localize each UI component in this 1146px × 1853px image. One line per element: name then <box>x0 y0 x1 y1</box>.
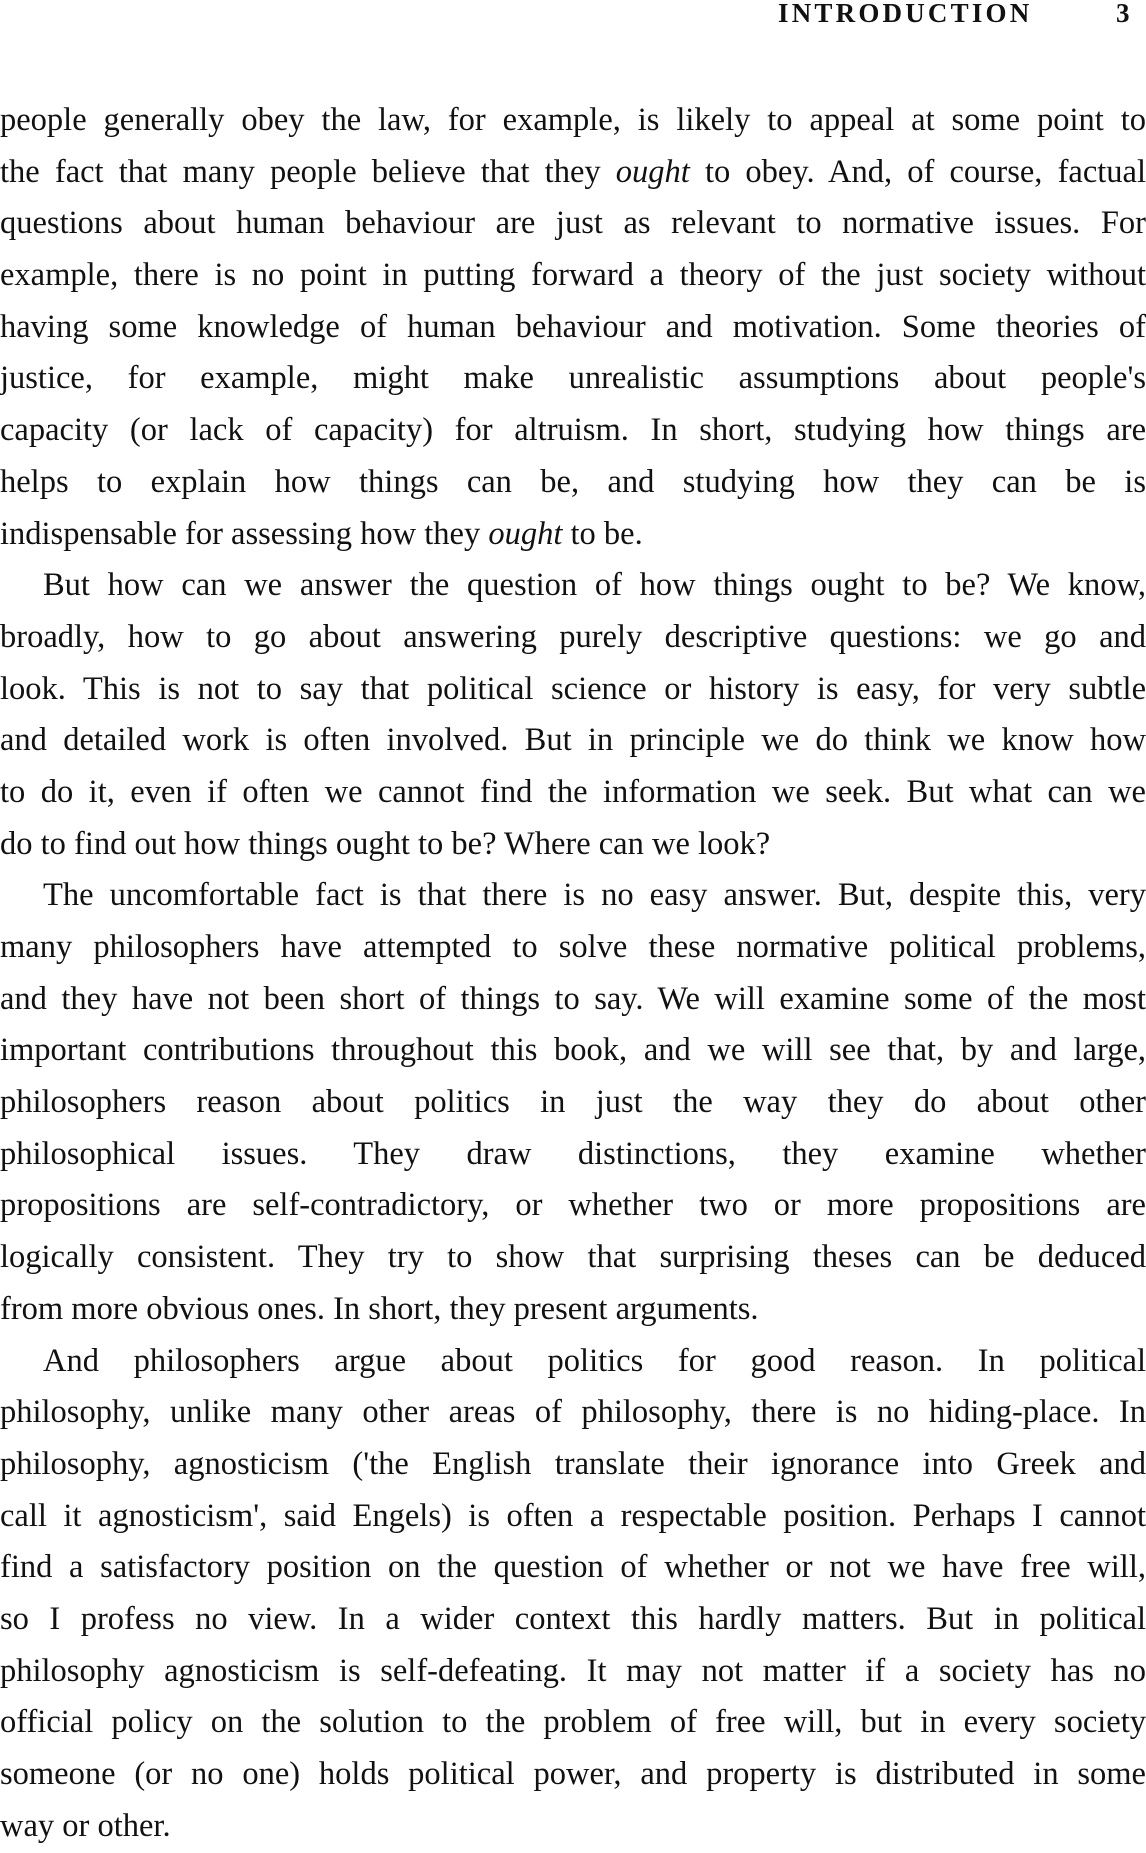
text-line: helps to explain how things can be, and studying how they can be is <box>0 463 1146 500</box>
text-line: questions about human behaviour are just as relevant to normative issues. For <box>0 205 1146 242</box>
paragraph <box>0 560 1146 870</box>
text-line: And philosophers argue about politics for good reason. In political <box>43 1342 1146 1379</box>
text-line: from more obvious ones. In short, they present arguments. <box>0 1290 759 1327</box>
text-line: do to find out how things ought to be? Where can we look? <box>0 825 771 862</box>
text-line: capacity (or lack of capacity) for altruism. In short, studying how things are <box>0 412 1146 449</box>
text-line: and they have not been short of things to say. We will examine some of the most <box>0 980 1146 1017</box>
text-line: call it agnosticism', said Engels) is often a respectable position. Perhaps I cannot <box>0 1497 1146 1534</box>
running-head <box>0 0 1146 40</box>
text-line: philosophical issues. They draw distinctions, they examine whether <box>0 1135 1146 1172</box>
paragraph <box>0 95 1146 560</box>
text-line: so I profess no view. In a wider context this hardly matters. But in political <box>0 1600 1146 1637</box>
emphasis: ought <box>488 515 563 552</box>
text-line: philosophers reason about politics in just the way they do about other <box>0 1084 1146 1121</box>
text-line: broadly, how to go about answering purely descriptive questions: we go and <box>0 618 1146 655</box>
text-line: example, there is no point in putting forward a theory of the just society without <box>0 257 1146 294</box>
body-text <box>0 95 1146 1852</box>
text-line: to do it, even if often we cannot find the information we seek. But what can we <box>0 773 1146 810</box>
text-line: But how can we answer the question of how things ought to be? We know, <box>43 567 1146 604</box>
text-line: look. This is not to say that political science or history is easy, for very subtle <box>0 670 1146 707</box>
text-line: someone (or no one) holds political power, and property is distributed in some <box>0 1756 1146 1792</box>
text-line: important contributions throughout this book, and we will see that, by and large, <box>0 1032 1146 1069</box>
text-line: philosophy agnosticism is self-defeating. It may not matter if a society has no <box>0 1652 1146 1689</box>
text-line: indispensable for assessing how they ought to be. <box>0 515 643 552</box>
text-line: philosophy, unlike many other areas of philosophy, there is no hiding-place. In <box>0 1394 1146 1431</box>
emphasis: ought <box>615 153 690 190</box>
paragraph <box>0 1336 1146 1853</box>
text-line: the fact that many people believe that they ought to obey. And, of course, factual <box>0 153 1146 190</box>
paragraph <box>0 870 1146 1335</box>
text-line: The uncomfortable fact is that there is no easy answer. But, despite this, very <box>43 877 1146 914</box>
text-line: propositions are self-contradictory, or whether two or more propositions are <box>0 1187 1146 1224</box>
text-line: philosophy, agnosticism ('the English translate their ignorance into Greek and <box>0 1445 1146 1482</box>
text-line: find a satisfactory position on the question of whether or not we have free will, <box>0 1549 1146 1586</box>
text-line: people generally obey the law, for example, is likely to appeal at some point to <box>0 102 1146 138</box>
text-line: having some knowledge of human behaviour and motivation. Some theories of <box>0 308 1146 345</box>
text-line: official policy on the solution to the problem of free will, but in every society <box>0 1704 1146 1741</box>
text-line: and detailed work is often involved. But in principle we do think we know how <box>0 722 1146 759</box>
text-line: justice, for example, might make unrealistic assumptions about people's <box>0 360 1146 397</box>
text-line: way or other. <box>0 1807 171 1844</box>
page-number: 3 <box>1116 0 1130 28</box>
text-line: logically consistent. They try to show that surprising theses can be deduced <box>0 1239 1146 1276</box>
chapter-title: INTRODUCTION <box>778 0 1033 28</box>
text-line: many philosophers have attempted to solve these normative political problems, <box>0 929 1146 965</box>
